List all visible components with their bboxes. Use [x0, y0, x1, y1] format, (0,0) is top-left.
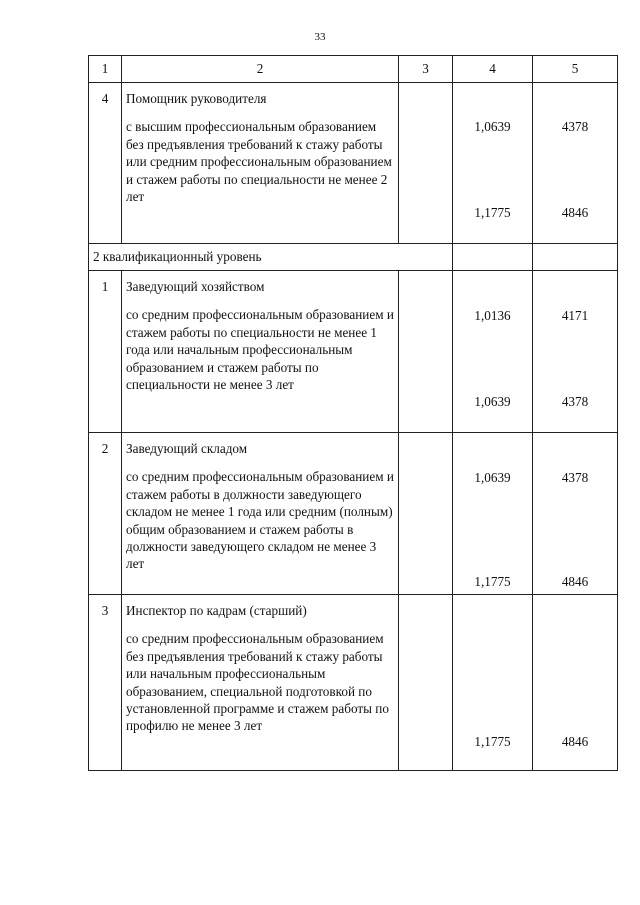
coefficient-value: 1,1775: [474, 574, 511, 589]
col3-cell: [399, 83, 453, 244]
salary-value: 4846: [561, 205, 589, 220]
salary-value: 4846: [561, 734, 589, 749]
table-row: [89, 271, 618, 433]
table-row: [89, 595, 618, 771]
col3-cell: [399, 595, 453, 771]
coefficient-cell: [453, 271, 533, 433]
header-cell: 4: [453, 56, 533, 83]
coefficient-value: 1,0639: [474, 119, 511, 134]
position-requirements: со средним профессиональным образованием и стажем работы по специальности не менее 1 года или начальным профессиональным образованием и стажем работы по специальности не менее 3 лет: [126, 307, 394, 393]
coefficient-cell: [453, 83, 533, 244]
coefficient-value: 1,0639: [474, 394, 511, 409]
coefficient-value: 1,0136: [474, 308, 511, 323]
header-cell: 3: [399, 56, 453, 83]
salary-table: [88, 55, 618, 771]
empty-cell: [453, 244, 533, 271]
col3-cell: [399, 433, 453, 595]
position-cell: [122, 595, 399, 771]
position-cell: [122, 433, 399, 595]
coefficient-value: 1,1775: [474, 205, 511, 220]
col3-cell: [399, 271, 453, 433]
salary-value: 4378: [561, 470, 589, 485]
table-row: [89, 433, 618, 595]
salary-value: 4171: [561, 308, 589, 323]
table-header-row: [89, 56, 618, 83]
header-cell: 2: [122, 56, 399, 83]
position-requirements: со средним профессиональным образованием и стажем работы в должности заведующего складом не менее 1 года или средним (полным) общим образованием и стажем работы в должности заведующего складом не менее 3 лет: [126, 469, 394, 572]
position-cell: [122, 271, 399, 433]
position-requirements: с высшим профессиональным образованием без предъявления требований к стажу работы или средним профессиональным образованием и стажем работы по специальности не менее 2 лет: [126, 119, 392, 205]
position-requirements: со средним профессиональным образованием без предъявления требований к стажу работы или начальным профессиональным образованием, специальной подготовкой по установленной программе и стажем работы по профилю не менее 3 лет: [126, 631, 389, 734]
page-number: 33: [314, 31, 326, 43]
position-title: Заведующий складом: [126, 441, 248, 456]
coefficient-cell: [453, 433, 533, 595]
salary-cell: [533, 595, 618, 771]
salary-value: 4378: [561, 394, 589, 409]
row-number: 2: [89, 433, 122, 595]
salary-cell: [533, 433, 618, 595]
header-cell: 5: [533, 56, 618, 83]
position-title: Инспектор по кадрам (старший): [126, 603, 307, 618]
table-row: [89, 83, 618, 244]
position-cell: [122, 83, 399, 244]
salary-cell: [533, 271, 618, 433]
empty-cell: [533, 244, 618, 271]
row-number: 3: [89, 595, 122, 771]
header-cell: 1: [89, 56, 122, 83]
qualification-level-row: [89, 244, 618, 271]
salary-value: 4378: [561, 119, 589, 134]
position-title: Помощник руководителя: [126, 91, 267, 106]
coefficient-value: 1,0639: [474, 470, 511, 485]
qualification-level-label: 2 квалификационный уровень: [89, 244, 453, 271]
coefficient-value: 1,1775: [474, 734, 511, 749]
salary-value: 4846: [561, 574, 589, 589]
row-number: 4: [89, 83, 122, 244]
salary-cell: [533, 83, 618, 244]
row-number: 1: [89, 271, 122, 433]
coefficient-cell: [453, 595, 533, 771]
position-title: Заведующий хозяйством: [126, 279, 265, 294]
